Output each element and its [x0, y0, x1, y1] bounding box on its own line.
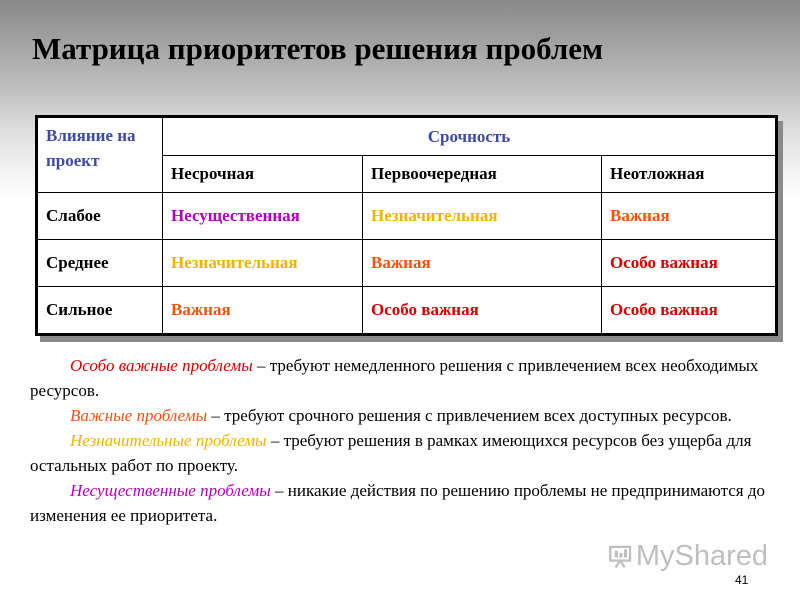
slide-title: Матрица приоритетов решения проблем	[32, 31, 604, 66]
legend-item	[30, 478, 770, 528]
priority-cell: Особо важная	[363, 287, 602, 335]
legend-description: – никакие действия по решению проблемы не предпринимаются до изменения ее приоритета.	[30, 481, 766, 525]
legend	[30, 353, 770, 528]
legend-term: Важные проблемы	[70, 406, 208, 425]
page-number: 41	[735, 573, 749, 587]
urgency-level-cell: Несрочная	[163, 156, 363, 193]
table-row	[37, 240, 777, 287]
legend-term: Особо важные проблемы	[70, 356, 253, 375]
legend-description: – требуют решения в рамках имеющихся ресурсов без ущерба для остальных работ по проекту.	[30, 431, 752, 475]
urgency-header: Срочность	[163, 117, 777, 156]
presentation-screen-icon	[608, 540, 634, 572]
impact-header: Влияние на проект	[37, 117, 163, 193]
table-header-row	[37, 117, 777, 156]
priority-matrix-table	[35, 115, 778, 336]
legend-term: Незначительные проблемы	[70, 431, 267, 450]
legend-item	[30, 403, 770, 428]
logo-text: MyShared	[635, 539, 768, 572]
legend-item	[30, 428, 770, 478]
impact-cell: Слабое	[37, 193, 163, 240]
table-row	[37, 193, 777, 240]
priority-cell: Особо важная	[602, 287, 777, 335]
legend-description: – требуют немедленного решения с привлечением всех необходимых ресурсов.	[30, 356, 759, 400]
priority-cell: Незначительная	[363, 193, 602, 240]
priority-cell: Важная	[602, 193, 777, 240]
urgency-level-cell: Неотложная	[602, 156, 777, 193]
priority-cell: Незначительная	[163, 240, 363, 287]
priority-cell: Несущественная	[163, 193, 363, 240]
priority-cell: Важная	[363, 240, 602, 287]
impact-cell: Сильное	[37, 287, 163, 335]
legend-item	[30, 353, 770, 403]
urgency-level-cell: Первоочередная	[363, 156, 602, 193]
priority-cell: Важная	[163, 287, 363, 335]
watermark-logo	[608, 538, 768, 574]
impact-cell: Среднее	[37, 240, 163, 287]
table-row	[37, 287, 777, 335]
priority-cell: Особо важная	[602, 240, 777, 287]
legend-term: Несущественные проблемы	[70, 481, 271, 500]
legend-description: – требуют срочного решения с привлечением всех доступных ресурсов.	[207, 406, 732, 425]
